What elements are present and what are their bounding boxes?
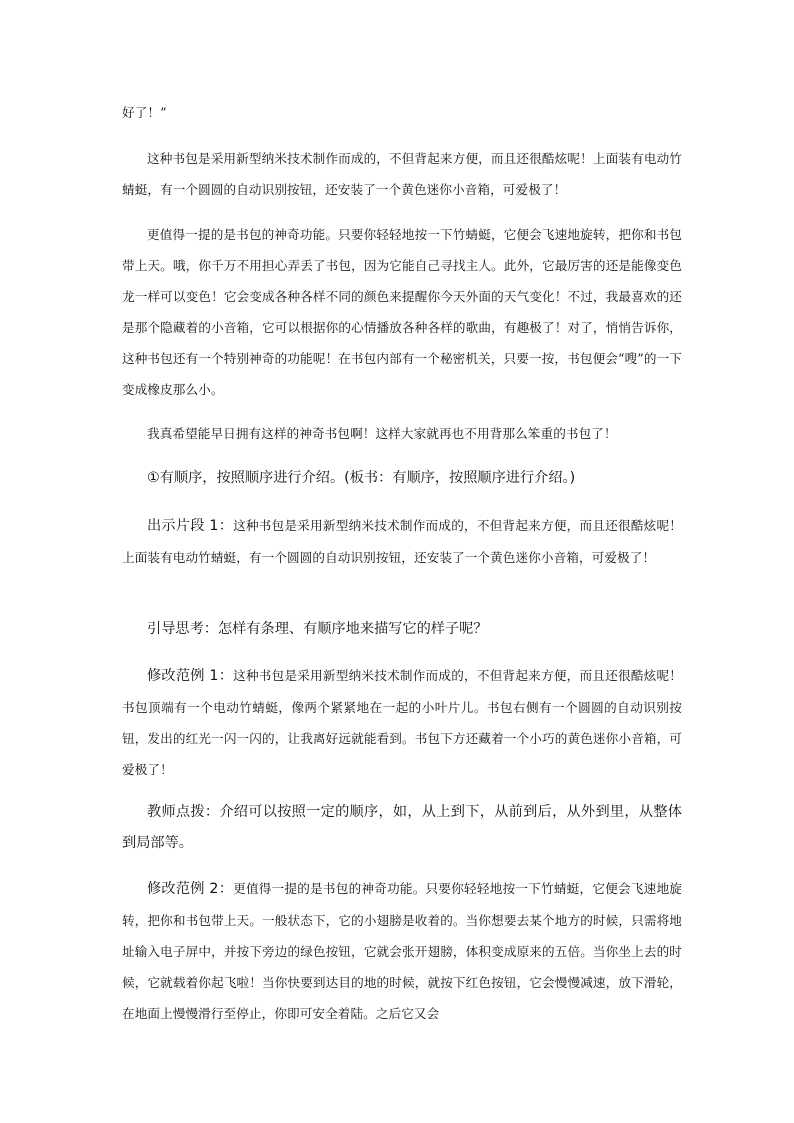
- paragraph-wish: [122, 418, 682, 449]
- paragraph-text: 好了！”: [122, 105, 167, 120]
- paragraph-guided-thinking: [122, 614, 682, 645]
- paragraph-text: 这种书包是采用新型纳米技术制作而成的，不但背起来方便，而且还很酷炫呢！上面装有电动竹蜻蜓，有一个圆圆的自动识别按钮，还安装了一个黄色迷你小音箱，可爱极了！: [122, 518, 682, 565]
- paragraph-lead: 修改范例 2：: [147, 881, 234, 897]
- paragraph-revision-example-1: [122, 660, 682, 785]
- paragraph-text: ①有顺序，按照顺序进行介绍。(板书：有顺序，按照顺序进行介绍。): [147, 470, 576, 486]
- paragraph-bag-functions: [122, 219, 682, 405]
- paragraph-text: 我真希望能早日拥有这样的神奇书包啊！这样大家就再也不用背那么笨重的书包了！: [147, 426, 617, 441]
- paragraph-text: 教师点拨：介绍可以按照一定的顺序，如，从上到下，从前到后，从外到里，从整体到局部等。: [122, 804, 682, 851]
- paragraph-lead: 出示片段 1：: [147, 518, 234, 534]
- paragraph-point-order: [122, 463, 682, 494]
- paragraph-text: 这种书包是采用新型纳米技术制作而成的，不但背起来方便，而且还很酷炫呢！上面装有电动竹蜻蜓，有一个圆圆的自动识别按钮，还安装了一个黄色迷你小音箱，可爱极了！: [122, 151, 682, 197]
- paragraph-lead: 修改范例 1：: [147, 668, 234, 684]
- paragraph-text: 更值得一提的是书包的神奇功能。只要你轻轻地按一下竹蜻蜓，它便会飞速地旋转，把你和书包带上天。哦，你千万不用担心弄丢了书包，因为它能自己寻找主人。此外，它最厉害的还是能像变色龙一样可以变色！它会变成各种各样不同的颜色来提醒你今天外面的天气变化！不过，我最喜欢的还是那个隐藏着的小音箱，它可以根据你的心情播放各种各样的歌曲，有趣极了！对了，悄悄告诉你，这种书包还有一个特别神奇的功能呢！在书包内部有一个秘密机关，只要一按，书包便会“嗖”的一下变成橡皮那么小。: [122, 227, 682, 397]
- paragraph-text: 这种书包是采用新型纳米技术制作而成的，不但背起来方便，而且还很酷炫呢！书包顶端有一个电动竹蜻蜓，像两个紧紧地在一起的小叶片儿。书包右侧有一个圆圆的自动识别按钮，发出的红光一闪一闪的，让我离好远就能看到。书包下方还藏着一个小巧的黄色迷你小音箱，可爱极了！: [122, 668, 682, 777]
- paragraph-continuation: [122, 97, 682, 128]
- paragraph-text: 更值得一提的是书包的神奇功能。只要你轻轻地按一下竹蜻蜓，它便会飞速地旋转，把你和书包带上天。一般状态下，它的小翅膀是收着的。当你想要去某个地方的时候，只需将地址输入电子屏中，并按下旁边的绿色按钮，它就会张开翅膀，体积变成原来的五倍。当你坐上去的时候，它就载着你起飞啦！当你快要到达目的地的时候，就按下红色按钮，它会慢慢减速，放下滑轮，在地面上慢慢滑行至停止，你即可安全着陆。之后它又会: [122, 881, 682, 1021]
- paragraph-teacher-tip: [122, 797, 682, 859]
- paragraph-revision-example-2: [122, 873, 682, 1029]
- paragraph-fragment-1: [122, 510, 682, 573]
- paragraph-bag-description: [122, 143, 682, 205]
- paragraph-text: 引导思考：怎样有条理、有顺序地来描写它的样子呢？: [147, 621, 488, 637]
